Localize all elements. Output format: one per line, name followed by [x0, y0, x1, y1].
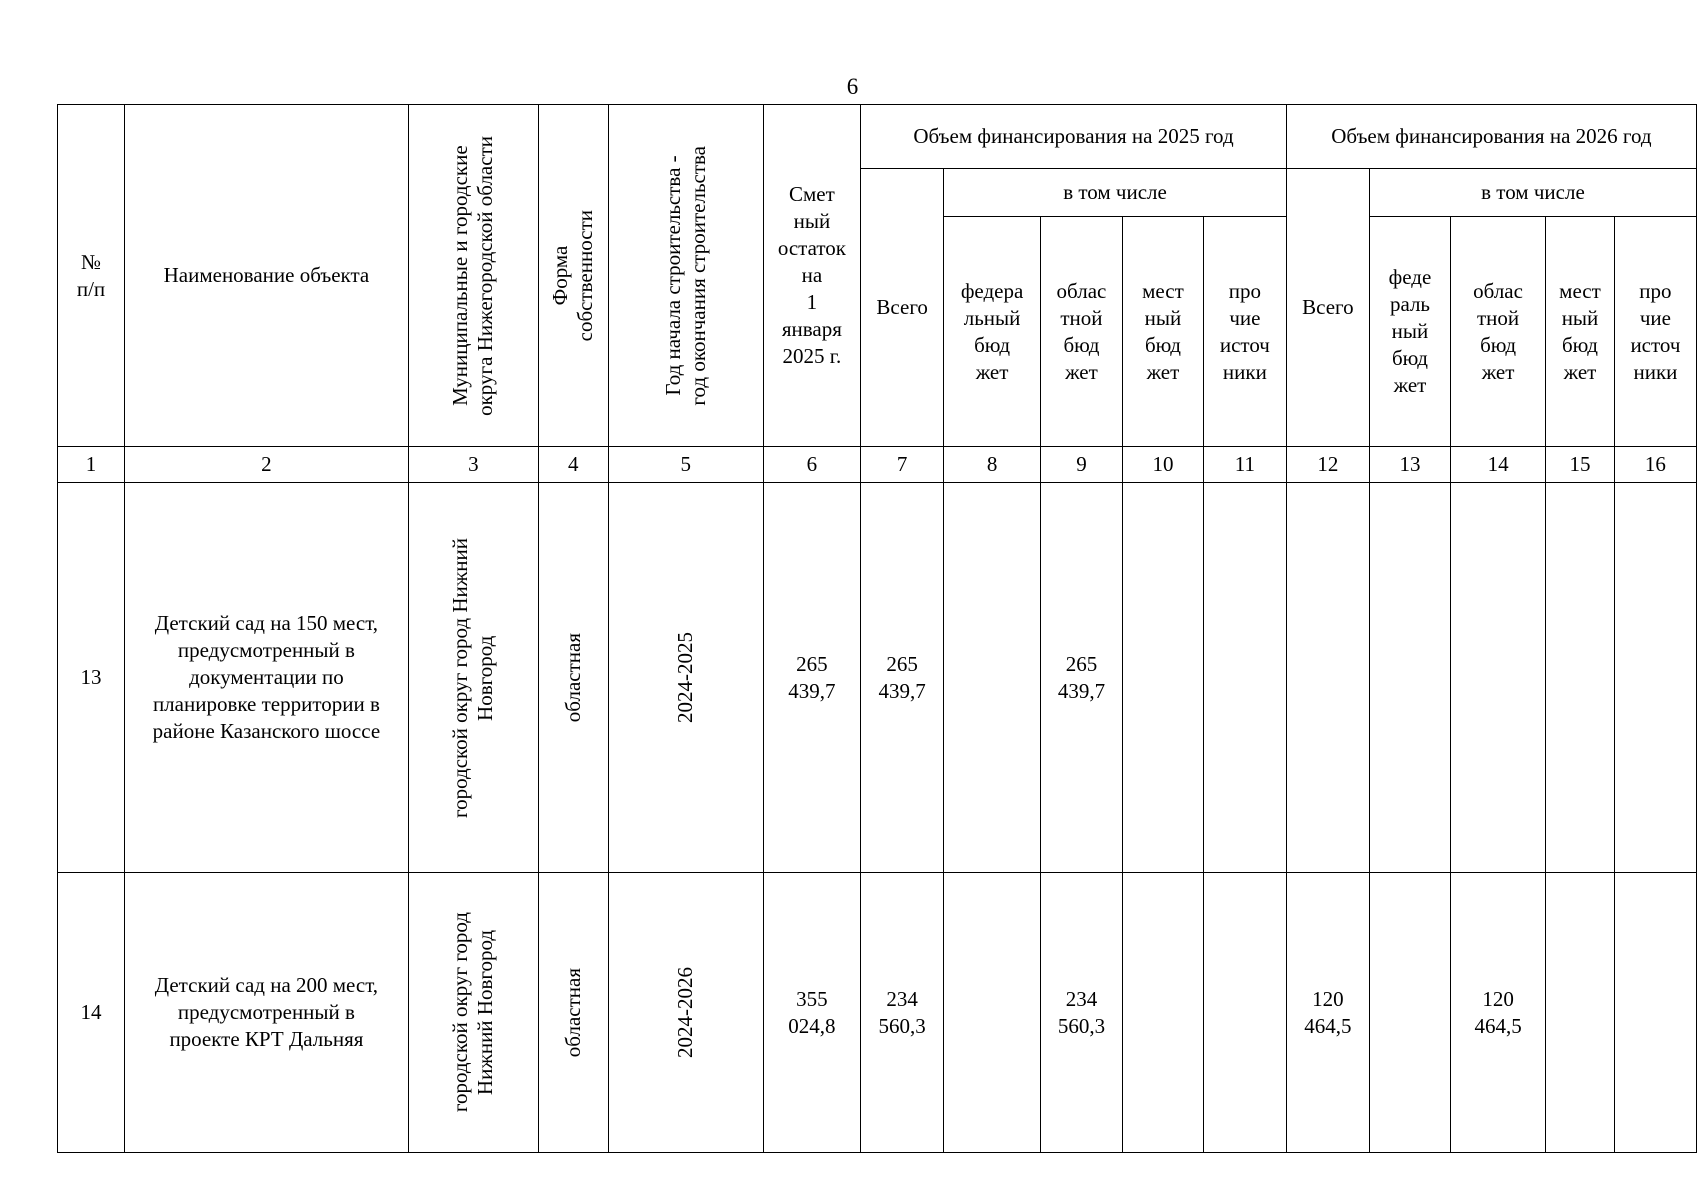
federal-2026-cell: [1369, 483, 1450, 873]
federal-2025-cell: [944, 483, 1041, 873]
column-number: 6: [763, 447, 860, 483]
column-number: 11: [1203, 447, 1286, 483]
header-funding-2026: Объем финансирования на 2026 год: [1286, 105, 1696, 169]
header-row-1: [58, 105, 1697, 169]
ownership-text: областная: [560, 632, 585, 723]
ownership-text: областная: [560, 967, 585, 1058]
other-2025-cell: [1203, 873, 1286, 1153]
column-number: 7: [861, 447, 944, 483]
regional-2025-cell: 234 560,3: [1040, 873, 1122, 1153]
column-number: 2: [124, 447, 408, 483]
row-number: 13: [58, 483, 125, 873]
estimate-cell: 265 439,7: [763, 483, 860, 873]
years-cell: [608, 483, 763, 873]
years-cell: [608, 873, 763, 1153]
header-incl-2025: в том числе: [944, 169, 1287, 217]
page-number: 6: [846, 74, 859, 99]
header-municipality-label: Муниципальные и городские округа Нижегородской области: [448, 135, 498, 416]
table-row: [58, 483, 1697, 873]
header-years: [608, 105, 763, 447]
column-number: 10: [1122, 447, 1203, 483]
column-number: 5: [608, 447, 763, 483]
header-name: Наименование объекта: [124, 105, 408, 447]
row-number: 14: [58, 873, 125, 1153]
ownership-cell: [538, 483, 608, 873]
header-total-2025: Всего: [861, 169, 944, 447]
federal-2025-cell: [944, 873, 1041, 1153]
table-row: [58, 873, 1697, 1153]
header-years-label: Год начала строительства - год окончания строительства: [660, 145, 710, 406]
local-2025-cell: [1122, 483, 1203, 873]
federal-2026-cell: [1369, 873, 1450, 1153]
header-ownership-label: Форма собственности: [548, 209, 598, 342]
header-num: № п/п: [58, 105, 125, 447]
header-other-2025: про чие источ ники: [1203, 217, 1286, 447]
column-number: 12: [1286, 447, 1369, 483]
header-federal-2026: феде раль ный бюд жет: [1369, 217, 1450, 447]
header-other-2026: про чие источ ники: [1614, 217, 1696, 447]
other-2026-cell: [1614, 483, 1696, 873]
header-total-2026: Всего: [1286, 169, 1369, 447]
other-2025-cell: [1203, 483, 1286, 873]
regional-2025-cell: 265 439,7: [1040, 483, 1122, 873]
column-number: 13: [1369, 447, 1450, 483]
years-text: 2024-2025: [673, 632, 698, 723]
header-regional-2025: облас тной бюд жет: [1040, 217, 1122, 447]
municipality-text: городской округ город Нижний Новгород: [448, 537, 498, 818]
object-name: Детский сад на 150 мест, предусмотренный в документации по планировке территории в районе Казанского шоссе: [124, 483, 408, 873]
header-estimate: Смет ный остаток на 1 января 2025 г.: [763, 105, 860, 447]
local-2026-cell: [1546, 483, 1615, 873]
header-funding-2025: Объем финансирования на 2025 год: [861, 105, 1287, 169]
financing-table: [57, 104, 1697, 1153]
header-ownership: [538, 105, 608, 447]
header-local-2025: мест ный бюд жет: [1122, 217, 1203, 447]
local-2026-cell: [1546, 873, 1615, 1153]
years-text: 2024-2026: [673, 967, 698, 1058]
municipality-text: городской округ город Нижний Новгород: [448, 912, 498, 1113]
estimate-cell: 355 024,8: [763, 873, 860, 1153]
header-regional-2026: облас тной бюд жет: [1451, 217, 1546, 447]
column-number: 3: [408, 447, 538, 483]
header-incl-2026: в том числе: [1369, 169, 1696, 217]
object-name: Детский сад на 200 мест, предусмотренный в проекте КРТ Дальняя: [124, 873, 408, 1153]
column-number: 4: [538, 447, 608, 483]
regional-2026-cell: 120 464,5: [1451, 873, 1546, 1153]
total-2026-cell: [1286, 483, 1369, 873]
header-municipality: [408, 105, 538, 447]
header-federal-2025: федера льный бюд жет: [944, 217, 1041, 447]
other-2026-cell: [1614, 873, 1696, 1153]
column-number: 9: [1040, 447, 1122, 483]
ownership-cell: [538, 873, 608, 1153]
total-2025-cell: 234 560,3: [861, 873, 944, 1153]
regional-2026-cell: [1451, 483, 1546, 873]
column-number: 14: [1451, 447, 1546, 483]
header-local-2026: мест ный бюд жет: [1546, 217, 1615, 447]
column-numbers-row: [58, 447, 1697, 483]
total-2026-cell: 120 464,5: [1286, 873, 1369, 1153]
column-number: 15: [1546, 447, 1615, 483]
column-number: 1: [58, 447, 125, 483]
municipality-cell: [408, 483, 538, 873]
municipality-cell: [408, 873, 538, 1153]
column-number: 16: [1614, 447, 1696, 483]
column-number: 8: [944, 447, 1041, 483]
total-2025-cell: 265 439,7: [861, 483, 944, 873]
local-2025-cell: [1122, 873, 1203, 1153]
